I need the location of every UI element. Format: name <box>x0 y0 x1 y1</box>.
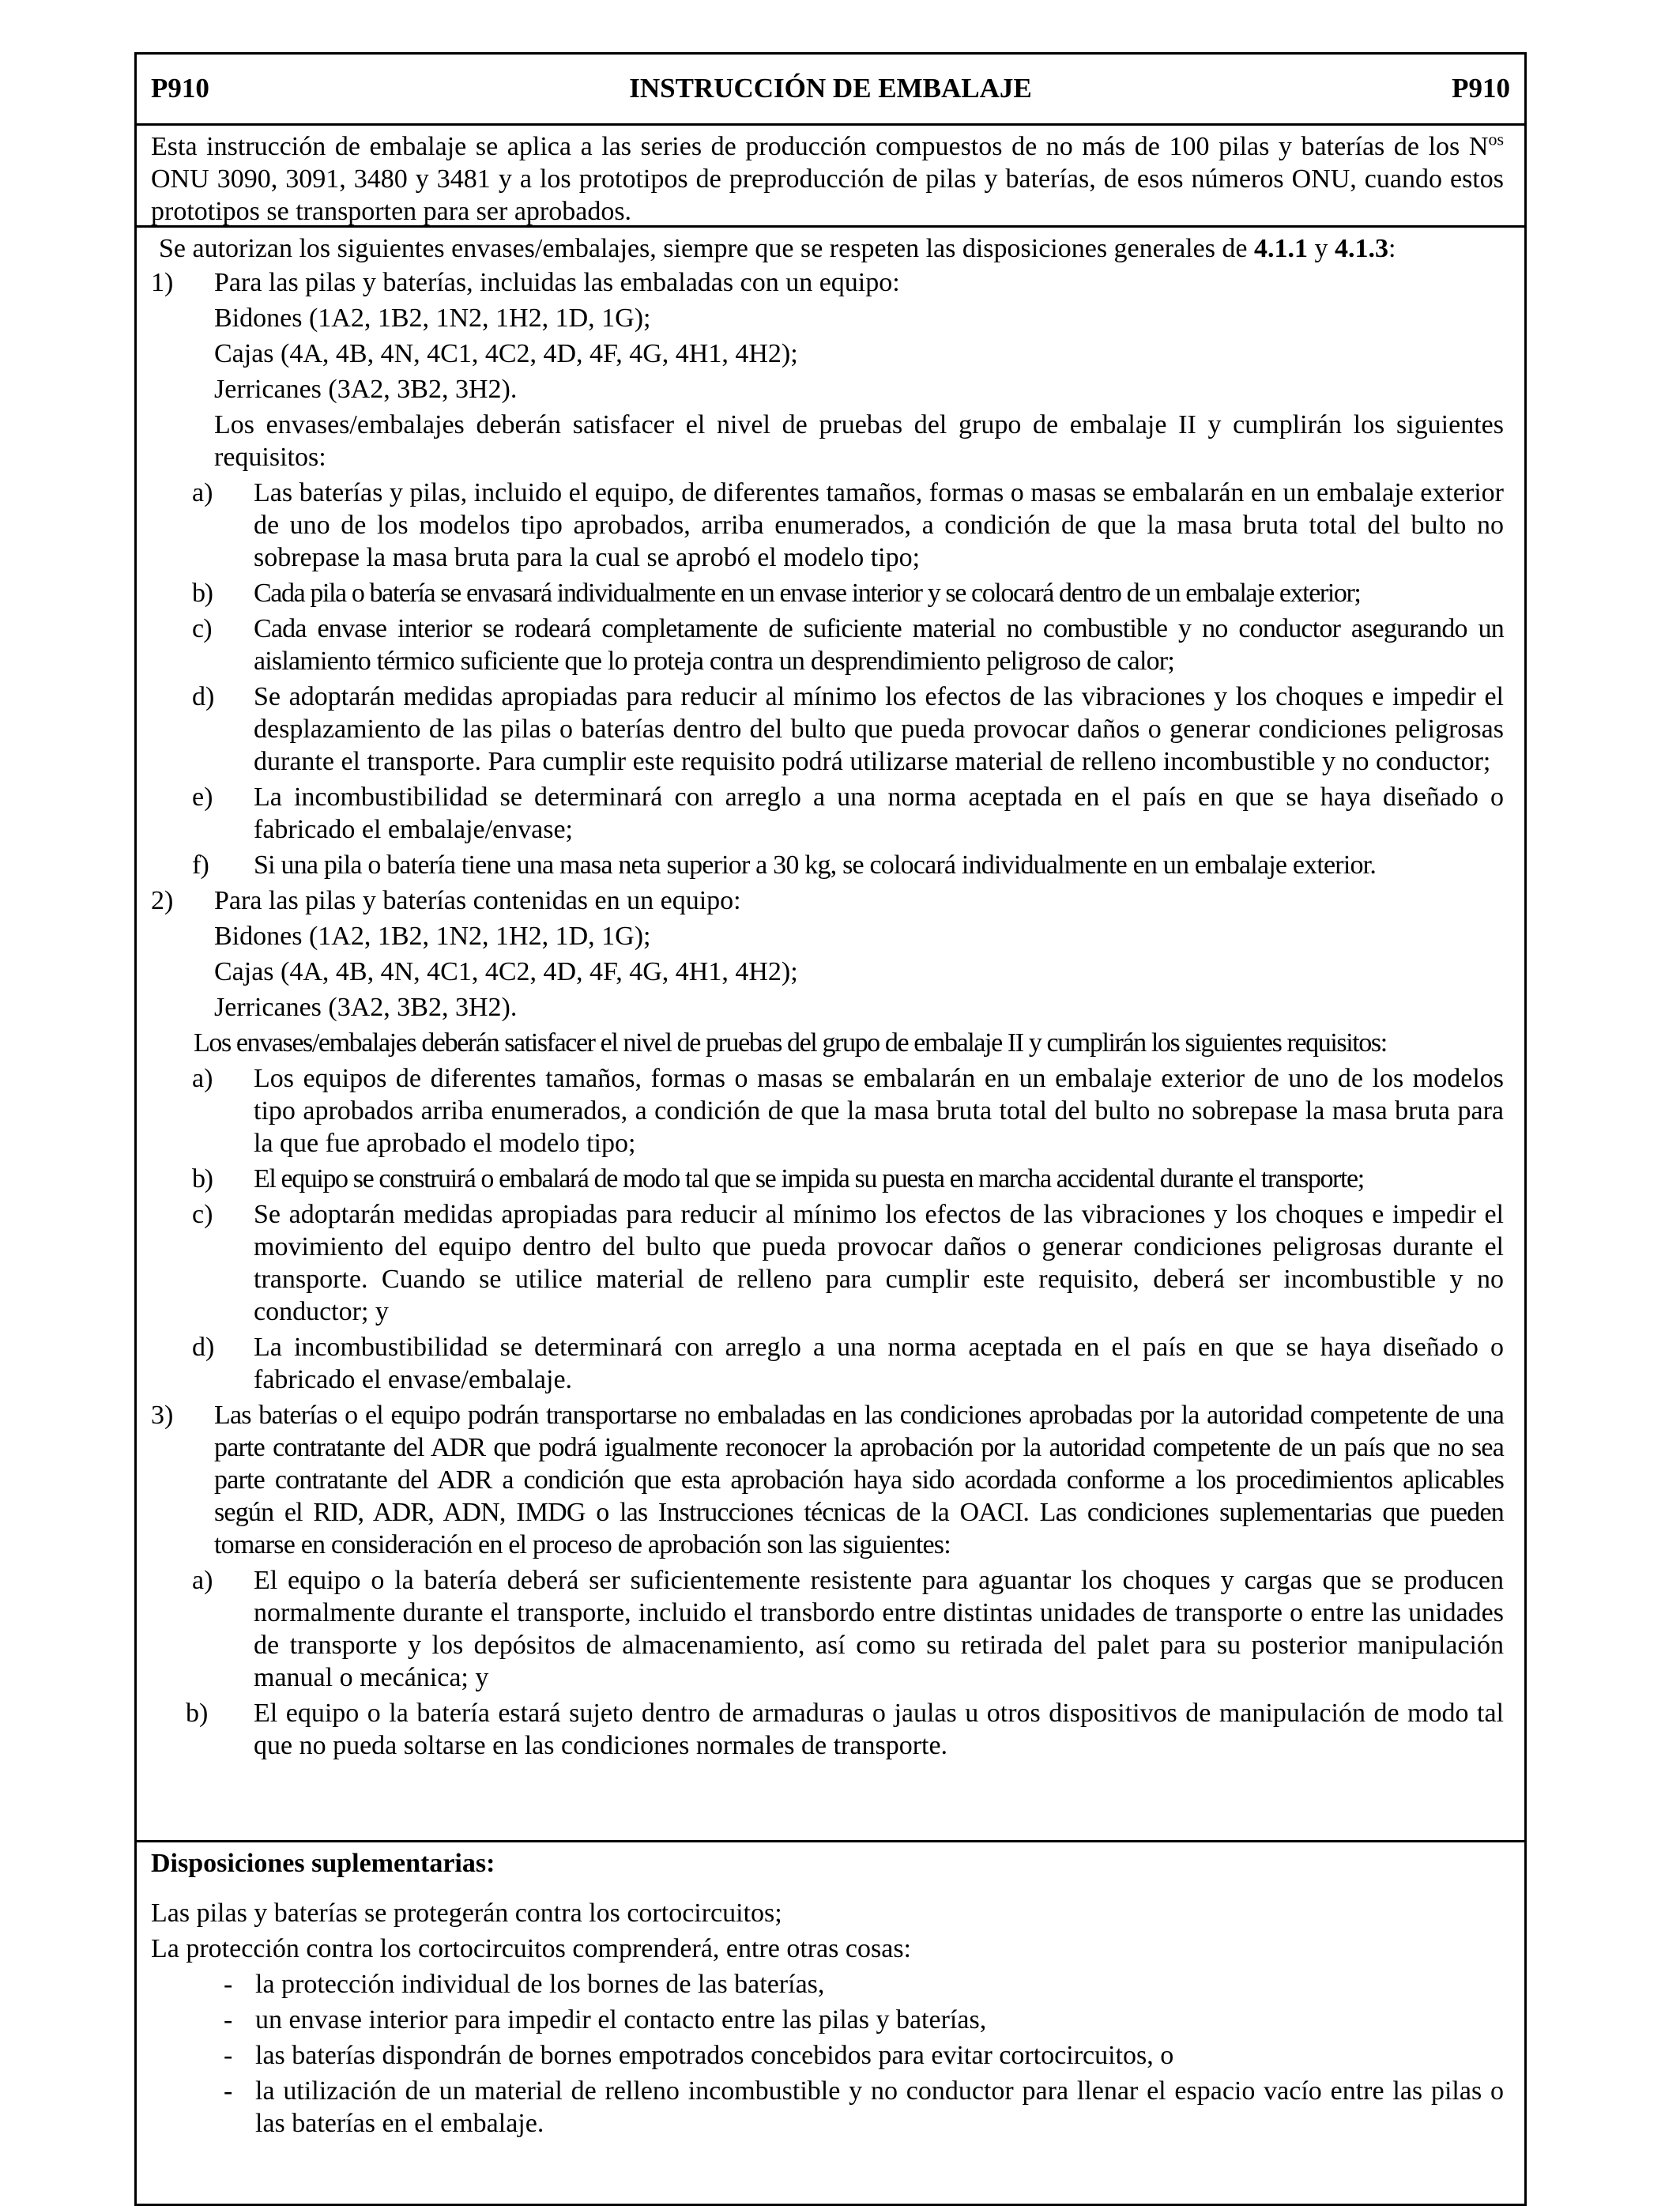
sub-item: d) La incombustibilidad se determinará con arreglo a una norma aceptada en el país en que se haya diseñado o fabricado el envase/embalaje. <box>192 1333 1504 1394</box>
sub-item: c) Cada envase interior se rodeará completamente de suficiente material no combustible y no conductor asegurando un aislamiento térmico suficiente que lo proteja contra un desprendimiento peligroso de calor; <box>192 614 1504 676</box>
item-number: 2) <box>151 886 174 915</box>
scope-superscript: os <box>1488 129 1504 149</box>
sub-item: a) Los equipos de diferentes tamaños, formas o masas se embalarán en un embalaje exterior de uno de los modelos tipo aprobados arriba enumerados, a condición de que la masa bruta total del bulto no sobrepase la masa bruta para la que fue aprobado el modelo tipo; <box>192 1064 1504 1158</box>
sub-item: b) El equipo se construirá o embalará de modo tal que se impida su puesta en marcha accidental durante el transporte; <box>192 1164 1364 1194</box>
requirements-text: Los envases/embalajes deberán satisfacer el nivel de pruebas del grupo de embalaje II y cumplirán los siguientes requisitos: <box>214 410 1504 472</box>
list-item-1 <box>151 266 1504 881</box>
sub-item: f) Si una pila o batería tiene una masa neta superior a 30 kg, se colocará individualmente en un embalaje exterior. <box>192 850 1377 880</box>
item-heading: Para las pilas y baterías contenidas en un equipo: <box>214 886 741 915</box>
instruction-title: INSTRUCCIÓN DE EMBALAJE <box>629 73 1032 104</box>
reference-4-1-3: 4.1.3 <box>1335 234 1389 263</box>
item-number: 1) <box>151 268 174 297</box>
sub-item: a) El equipo o la batería deberá ser suficientemente resistente para aguantar los choques y cargas que se producen normalmente durante el transporte, incluido el transbordo entre distintas unidades de transporte o entre las unidades de transporte y los depósitos de almacenamiento, así como su retirada del palet para su posterior manipulación manual o mecánica; y <box>192 1566 1504 1692</box>
packaging-line: Cajas (4A, 4B, 4N, 4C1, 4C2, 4D, 4F, 4G, 4H1, 4H2); <box>214 339 798 368</box>
bullet-item: - un envase interior para impedir el contacto entre las pilas y baterías, <box>224 2005 987 2034</box>
reference-4-1-1: 4.1.1 <box>1254 234 1309 263</box>
supplementary-paragraph: La protección contra los cortocircuitos comprenderá, entre otras cosas: <box>151 1934 911 1963</box>
packaging-line: Bidones (1A2, 1B2, 1N2, 1H2, 1D, 1G); <box>214 922 651 951</box>
bullet-item: - la protección individual de los bornes de las baterías, <box>224 1970 825 1999</box>
scope-text-b: ONU 3090, 3091, 3480 y 3481 y a los prototipos de preproducción de pilas y baterías, de esos números ONU, cuando estos prototipos se transporten para ser aprobados. <box>151 164 1504 226</box>
item-heading: Las baterías o el equipo podrán transportarse no embaladas en las condiciones aprobadas por la autoridad competente de una parte contratante del ADR que podrá igualmente reconocer la aprobación por la autoridad competente de un país que no sea parte contratante del ADR a condición que esta aprobación haya sido acordada conforme a los procedimientos aplicables según el RID, ADR, ADN, IMDG o las Instrucciones técnicas de la OACI. Las condiciones suplementarias que pueden tomarse en consideración en el proceso de aprobación son las siguientes: <box>214 1401 1504 1559</box>
packing-instruction-table <box>134 52 1527 2206</box>
scope-row <box>137 126 1524 228</box>
authorized-packagings-row <box>137 228 1524 1842</box>
list-item-3 <box>151 1399 1504 1762</box>
supplementary-title: Disposiciones suplementarias: <box>151 1849 495 1878</box>
item-number: 3) <box>151 1401 174 1430</box>
authorization-intro: Se autorizan los siguientes envases/embalajes, siempre que se respeten las disposiciones generales de 4.1.1 y 4.1.3: <box>159 234 1396 263</box>
bullet-item: - la utilización de un material de relleno incombustible y no conductor para llenar el espacio vacío entre las pilas o las baterías en el embalaje. <box>224 2076 1504 2138</box>
packaging-line: Cajas (4A, 4B, 4N, 4C1, 4C2, 4D, 4F, 4G, 4H1, 4H2); <box>214 957 798 986</box>
instruction-code-left: P910 <box>151 73 209 104</box>
sub-item: b) Cada pila o batería se envasará individualmente en un envase interior y se colocará dentro de un embalaje exterior; <box>192 579 1361 608</box>
scope-text-a: Esta instrucción de embalaje se aplica a las series de producción compuestos de no más de 100 pilas y baterías de los N <box>151 132 1489 161</box>
sub-item: b) El equipo o la batería estará sujeto dentro de armaduras o jaulas u otros dispositivos de manipulación de modo tal que no pueda soltarse en las condiciones normales de transporte. <box>186 1699 1504 1760</box>
instruction-code-right: P910 <box>1452 73 1510 104</box>
supplementary-paragraph: Las pilas y baterías se protegerán contra los cortocircuitos; <box>151 1899 782 1928</box>
packaging-line: Bidones (1A2, 1B2, 1N2, 1H2, 1D, 1G); <box>214 304 651 333</box>
bullet-item: - las baterías dispondrán de bornes empotrados concebidos para evitar cortocircuitos, o <box>224 2041 1174 2070</box>
sub-item: d) Se adoptarán medidas apropiadas para reducir al mínimo los efectos de las vibraciones y los choques e impedir el desplazamiento de las pilas o baterías dentro del bulto que pueda provocar daños o generar condiciones peligrosas durante el transporte. Para cumplir este requisito podrá utilizarse material de relleno incombustible y no conductor; <box>192 682 1504 776</box>
packaging-line: Jerricanes (3A2, 3B2, 3H2). <box>214 375 518 404</box>
item-heading: Para las pilas y baterías, incluidas las embaladas con un equipo: <box>214 268 900 297</box>
sub-item: c) Se adoptarán medidas apropiadas para reducir al mínimo los efectos de las vibraciones y los choques e impedir el movimiento del equipo dentro del bulto que pueda provocar daños o generar condiciones peligrosas durante el transporte. Cuando se utilice material de relleno para cumplir este requisito, deberá ser incombustible y no conductor; y <box>192 1200 1504 1326</box>
supplementary-provisions-row <box>137 1842 1524 2140</box>
requirements-text: Los envases/embalajes deberán satisfacer el nivel de pruebas del grupo de embalaje II y cumplirán los siguientes requisitos: <box>194 1028 1387 1058</box>
sub-item: a) Las baterías y pilas, incluido el equipo, de diferentes tamaños, formas o masas se embalarán en un embalaje exterior de uno de los modelos tipo aprobados, arriba enumerados, a condición de que la masa bruta total del bulto no sobrepase la masa bruta para la cual se aprobó el modelo tipo; <box>192 478 1504 572</box>
sub-item: e) La incombustibilidad se determinará con arreglo a una norma aceptada en el país en que se haya diseñado o fabricado el embalaje/envase; <box>192 782 1504 844</box>
packaging-line: Jerricanes (3A2, 3B2, 3H2). <box>214 993 518 1022</box>
list-item-2 <box>151 884 1504 1396</box>
header-row <box>137 55 1524 126</box>
